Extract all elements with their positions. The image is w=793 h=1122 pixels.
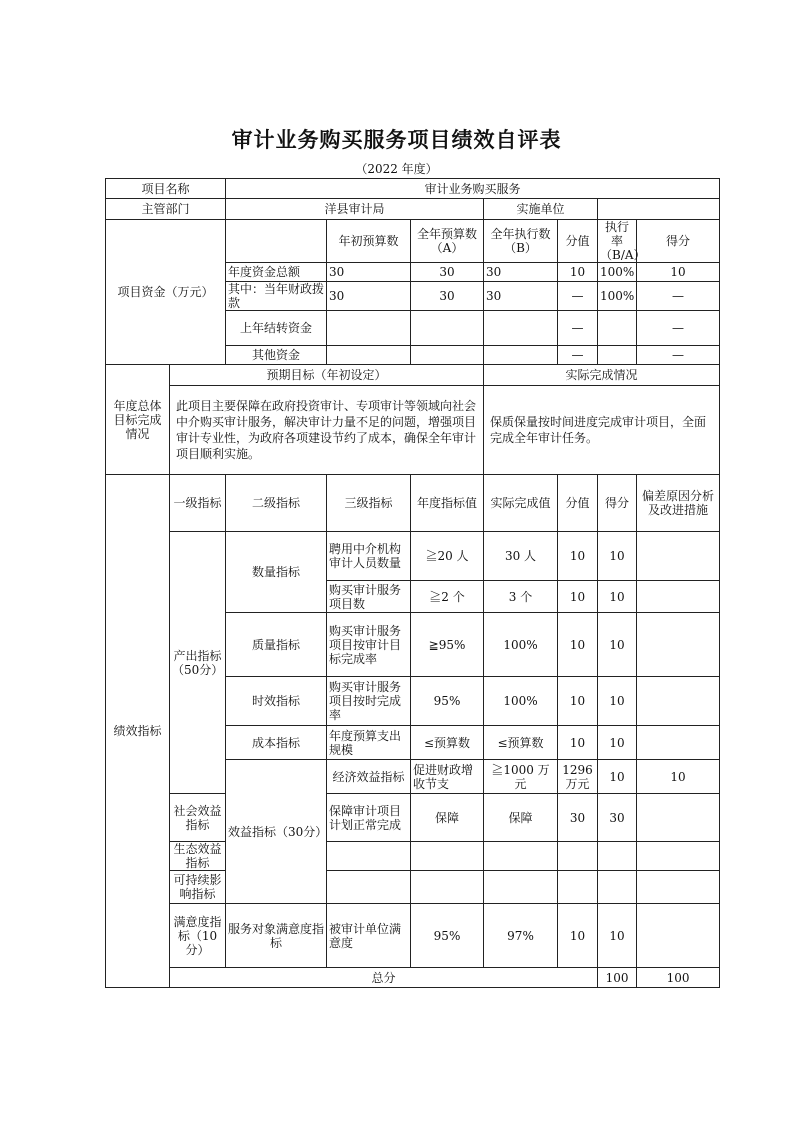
indicator-score: 10 bbox=[558, 581, 598, 613]
timeliness-indicator: 时效指标 bbox=[226, 677, 327, 726]
indicator-score: 10 bbox=[558, 677, 598, 726]
indicator-note bbox=[637, 532, 720, 581]
funds-cell: 100% bbox=[598, 263, 637, 282]
output-label: 产出指标（50分） bbox=[170, 532, 226, 794]
indicator-actual: 3 个 bbox=[484, 581, 558, 613]
indicator-score: 10 bbox=[558, 613, 598, 677]
project-name-value: 审计业务购买服务 bbox=[226, 179, 720, 199]
indicator-earned: 10 bbox=[598, 904, 637, 968]
funds-header-blank bbox=[226, 220, 327, 263]
indicator-note bbox=[637, 726, 720, 760]
indicator-actual: 30 人 bbox=[484, 532, 558, 581]
total-score: 100 bbox=[598, 968, 637, 988]
funds-cell: 100% bbox=[598, 282, 637, 311]
funds-cell bbox=[484, 311, 558, 346]
indicator-target: ≤预算数 bbox=[411, 726, 484, 760]
indicator-earned bbox=[598, 871, 637, 904]
dept-value: 洋县审计局 bbox=[226, 199, 484, 220]
indicator-header: 一级指标 bbox=[170, 475, 226, 532]
indicator-note bbox=[637, 871, 720, 904]
funds-cell: 30 bbox=[411, 263, 484, 282]
indicator-level3: 购买审计服务项目按审计目标完成率 bbox=[327, 613, 411, 677]
page-subtitle: （2022 年度） bbox=[355, 162, 438, 176]
evaluation-table bbox=[105, 178, 720, 988]
indicator-earned: 30 bbox=[598, 794, 637, 842]
indicator-target: ≧95% bbox=[411, 613, 484, 677]
funds-row-name: 其中：当年财政拨款 bbox=[226, 282, 327, 311]
indicator-level3: 促进财政增收节支 bbox=[411, 760, 484, 794]
indicator-score: 10 bbox=[558, 726, 598, 760]
indicator-target: 95% bbox=[411, 904, 484, 968]
indicator-earned: 10 bbox=[598, 581, 637, 613]
indicator-actual: 100% bbox=[484, 613, 558, 677]
funds-cell bbox=[411, 346, 484, 365]
indicator-note bbox=[637, 842, 720, 871]
indicator-score: 30 bbox=[558, 794, 598, 842]
total-earned: 100 bbox=[637, 968, 720, 988]
project-name-label: 项目名称 bbox=[106, 179, 226, 199]
indicator-header: 二级指标 bbox=[226, 475, 327, 532]
funds-label: 项目资金（万元） bbox=[106, 220, 226, 365]
indicator-level2: 社会效益指标 bbox=[170, 794, 226, 842]
indicator-actual: 100% bbox=[484, 677, 558, 726]
indicator-actual: 保障 bbox=[484, 794, 558, 842]
indicator-target: ≧2 个 bbox=[411, 581, 484, 613]
indicator-target: ≧20 人 bbox=[411, 532, 484, 581]
indicator-target: 95% bbox=[411, 677, 484, 726]
indicator-level3: 保障审计项目计划正常完成 bbox=[327, 794, 411, 842]
indicator-score: 10 bbox=[598, 760, 637, 794]
indicator-earned: 10 bbox=[637, 760, 720, 794]
indicator-actual: 97% bbox=[484, 904, 558, 968]
funds-cell: — bbox=[558, 346, 598, 365]
funds-cell: 30 bbox=[484, 282, 558, 311]
funds-row-name: 年度资金总额 bbox=[226, 263, 327, 282]
total-row bbox=[106, 968, 720, 988]
indicator-earned: 10 bbox=[598, 677, 637, 726]
funds-cell bbox=[411, 311, 484, 346]
indicator-row bbox=[106, 842, 720, 871]
indicator-note bbox=[637, 904, 720, 968]
indicator-earned: 10 bbox=[598, 726, 637, 760]
indicator-actual: 1296 万元 bbox=[558, 760, 598, 794]
indicator-header: 分值 bbox=[558, 475, 598, 532]
funds-header: 全年执行数（B） bbox=[484, 220, 558, 263]
funds-row-name: 其他资金 bbox=[226, 346, 327, 365]
indicator-target: ≧1000 万元 bbox=[484, 760, 558, 794]
indicator-score: 10 bbox=[558, 532, 598, 581]
indicator-level2: 经济效益指标 bbox=[327, 760, 411, 794]
funds-row-name: 上年结转资金 bbox=[226, 311, 327, 346]
funds-cell: 10 bbox=[558, 263, 598, 282]
indicator-earned: 10 bbox=[598, 613, 637, 677]
indicator-level3: 年度预算支出规模 bbox=[327, 726, 411, 760]
indicator-header: 实际完成值 bbox=[484, 475, 558, 532]
actual-header: 实际完成情况 bbox=[484, 365, 720, 386]
indicator-note bbox=[637, 794, 720, 842]
indicator-target: 保障 bbox=[411, 794, 484, 842]
page-title: 审计业务购买服务项目绩效自评表 bbox=[231, 128, 562, 152]
indicator-actual bbox=[484, 842, 558, 871]
funds-header: 年初预算数 bbox=[327, 220, 411, 263]
funds-header: 全年预算数（A） bbox=[411, 220, 484, 263]
indicator-level3: 购买审计服务项目按时完成率 bbox=[327, 677, 411, 726]
indicator-actual: ≤预算数 bbox=[484, 726, 558, 760]
indicator-score bbox=[558, 871, 598, 904]
funds-header: 得分 bbox=[637, 220, 720, 263]
funds-cell: — bbox=[558, 282, 598, 311]
goals-label: 年度总体目标完成情况 bbox=[106, 365, 170, 475]
funds-cell: — bbox=[637, 311, 720, 346]
indicator-earned: 10 bbox=[598, 532, 637, 581]
goals-header-row bbox=[106, 365, 720, 386]
funds-cell bbox=[327, 346, 411, 365]
satisfaction-label: 满意度指标（10分） bbox=[170, 904, 226, 968]
dept-label: 主管部门 bbox=[106, 199, 226, 220]
expected-header: 预期目标（年初设定） bbox=[170, 365, 484, 386]
indicator-score bbox=[558, 842, 598, 871]
indicator-score: 10 bbox=[558, 904, 598, 968]
indicator-row bbox=[106, 871, 720, 904]
indicator-row bbox=[106, 904, 720, 968]
funds-cell: 30 bbox=[327, 263, 411, 282]
quality-indicator: 质量指标 bbox=[226, 613, 327, 677]
indicator-header: 年度指标值 bbox=[411, 475, 484, 532]
funds-cell: 30 bbox=[484, 263, 558, 282]
goals-text-row bbox=[106, 386, 720, 475]
funds-cell: — bbox=[637, 346, 720, 365]
indicator-level3: 购买审计服务项目数 bbox=[327, 581, 411, 613]
funds-cell: 30 bbox=[411, 282, 484, 311]
indicator-level3: 被审计单位满意度 bbox=[327, 904, 411, 968]
unit-value bbox=[598, 199, 720, 220]
funds-cell: 30 bbox=[327, 282, 411, 311]
funds-header: 执行率（B/A） bbox=[598, 220, 637, 263]
indicator-header: 三级指标 bbox=[327, 475, 411, 532]
funds-cell bbox=[484, 346, 558, 365]
indicator-actual bbox=[484, 871, 558, 904]
indicator-level2: 生态效益指标 bbox=[170, 842, 226, 871]
funds-cell bbox=[327, 311, 411, 346]
indicator-level3 bbox=[327, 871, 411, 904]
department-row bbox=[106, 199, 720, 220]
indicator-row bbox=[106, 794, 720, 842]
indicator-header-row bbox=[106, 475, 720, 532]
funds-cell: — bbox=[637, 282, 720, 311]
indicator-earned bbox=[598, 842, 637, 871]
project-name-row bbox=[106, 179, 720, 199]
funds-header: 分值 bbox=[558, 220, 598, 263]
benefit-label: 效益指标（30分） bbox=[226, 760, 327, 904]
indicator-header: 偏差原因分析及改进措施 bbox=[637, 475, 720, 532]
actual-text: 保质保量按时间进度完成审计项目，全面完成全年审计任务。 bbox=[484, 386, 720, 475]
cost-indicator: 成本指标 bbox=[226, 726, 327, 760]
indicator-note bbox=[637, 581, 720, 613]
funds-cell: — bbox=[558, 311, 598, 346]
unit-label: 实施单位 bbox=[484, 199, 598, 220]
indicator-row bbox=[106, 532, 720, 581]
indicator-target bbox=[411, 842, 484, 871]
indicator-level2: 可持续影响指标 bbox=[170, 871, 226, 904]
quantity-indicator: 数量指标 bbox=[226, 532, 327, 613]
indicator-level2: 服务对象满意度指标 bbox=[226, 904, 327, 968]
expected-text: 此项目主要保障在政府投资审计、专项审计等领域向社会中介购买审计服务，解决审计力量不足的问题，增强项目审计专业性，为政府各项建设节约了成本，确保全年审计项目顺利实施。 bbox=[170, 386, 484, 475]
indicators-label: 绩效指标 bbox=[106, 475, 170, 988]
funds-cell: 10 bbox=[637, 263, 720, 282]
indicator-note bbox=[637, 613, 720, 677]
indicator-level3: 聘用中介机构审计人员数量 bbox=[327, 532, 411, 581]
funds-header-row bbox=[106, 220, 720, 263]
indicator-level3 bbox=[327, 842, 411, 871]
indicator-target bbox=[411, 871, 484, 904]
indicator-note bbox=[637, 677, 720, 726]
funds-cell bbox=[598, 346, 637, 365]
total-label: 总分 bbox=[170, 968, 598, 988]
funds-cell bbox=[598, 311, 637, 346]
indicator-header: 得分 bbox=[598, 475, 637, 532]
